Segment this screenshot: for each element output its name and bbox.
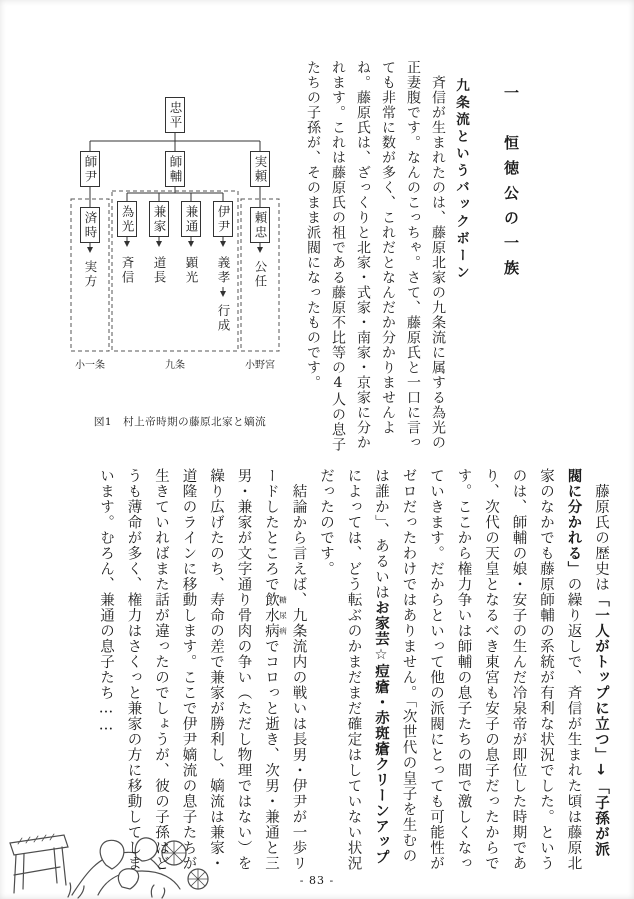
tree-node: 為光 (117, 201, 137, 237)
intro-text-block (300, 60, 450, 452)
text-segment: 結論から言えば、九条流内の戦いは長男・伊尹が一歩リードしたところで (263, 468, 307, 871)
text-segment: 斉信が生まれたのは、藤原北家の九条流に属する為光の正妻腹です。なんのこっちゃ。さて、藤原氏と一口に言っても非常に数が多く、これだとなんだか分かりませんよね。藤原氏は、ざっくりと北家・式家・南家・京家に分かれます。これは藤原氏の祖である藤原不比等の4人の息子たちの子孫が、そのまま派閥になったものです。 (305, 60, 446, 452)
branch-label-ononomiya: 小野宮 (245, 360, 275, 371)
tree-node: 実頼 (250, 151, 270, 187)
branch-label-kujo: 九条 (165, 360, 185, 371)
tree-node: 師輔 (165, 151, 185, 187)
chapter-title: 一 恒徳公の一族 (502, 85, 520, 285)
branch-label-koichijo: 小一条 (75, 360, 105, 371)
text-segment: 藤原氏の歴史は (593, 468, 609, 592)
tree-node: 義孝 (214, 253, 232, 287)
section-heading: 九条流というバックボーン (453, 78, 469, 282)
tree-node: 道長 (150, 253, 168, 287)
tree-node: 師尹 (80, 151, 100, 187)
tree-node: 行成 (214, 301, 232, 335)
tree-node: 兼通 (181, 201, 201, 237)
tree-node: 済時 (80, 207, 100, 243)
tree-node: 実方 (81, 257, 99, 291)
tree-node: 忠平 (165, 97, 185, 133)
tree-node: 顕光 (182, 253, 200, 287)
tree-node: 斉信 (118, 253, 136, 287)
text-segment: でコロっと逝き、次男・兼通と三男・兼家が文字通り骨肉の争い（ただし物理ではない）を繰り広げたのち、寿命の差で兼家が勝利し、嫡流は兼家・道隆のラインに移動します。ここで伊尹嫡流の息子たちが生きていればまた話が違ったのでしょうが、彼の子孫はどうも薄命が多く、権力はさくっと兼家の方に移動してしまいます。むろん、兼通の息子たち…… (98, 468, 279, 871)
text-segment: お家芸☆痘瘡・赤斑瘡クリーンアップ (373, 600, 389, 866)
text-segment: の繰り返しで、斉信が生まれた頃は藤原北家のなかでも藤原師輔の系統が有利な状況でした。というのは、師輔の娘・安子の生んだ冷泉帝が即位した時期であり、次代の天皇となるべき東宮も安子の息子だったからです。ここから権力争いは師輔の息子たちの間で激しくなっていきます。だからといって他の派閥にとっても可能性がゼロだったわけではありません。「次世代の皇子を生むのは誰か」、あるいは (373, 468, 582, 871)
tree-node: 公任 (251, 257, 269, 291)
paragraph (312, 468, 615, 872)
paragraph (300, 60, 450, 452)
paragraph (92, 468, 312, 872)
tree-node: 兼家 (149, 201, 169, 237)
text-segment: によっては、どう転ぶのかまだまだ確定はしていない状況だったのです。 (318, 468, 362, 871)
tree-node: 伊尹 (213, 201, 233, 237)
family-tree-diagram (55, 95, 305, 405)
body-text-block (60, 468, 614, 872)
page-number: - 83 - (299, 874, 335, 887)
text-segment: 「一人がトップに立つ」↓「子孫が派閥に分かれる」 (565, 468, 609, 857)
text-segment: 飲水病 糖尿病 (263, 592, 288, 639)
figure-caption: 図1 村上帝時期の藤原北家と嫡流 (93, 416, 267, 428)
tree-node: 頼忠 (250, 207, 270, 243)
